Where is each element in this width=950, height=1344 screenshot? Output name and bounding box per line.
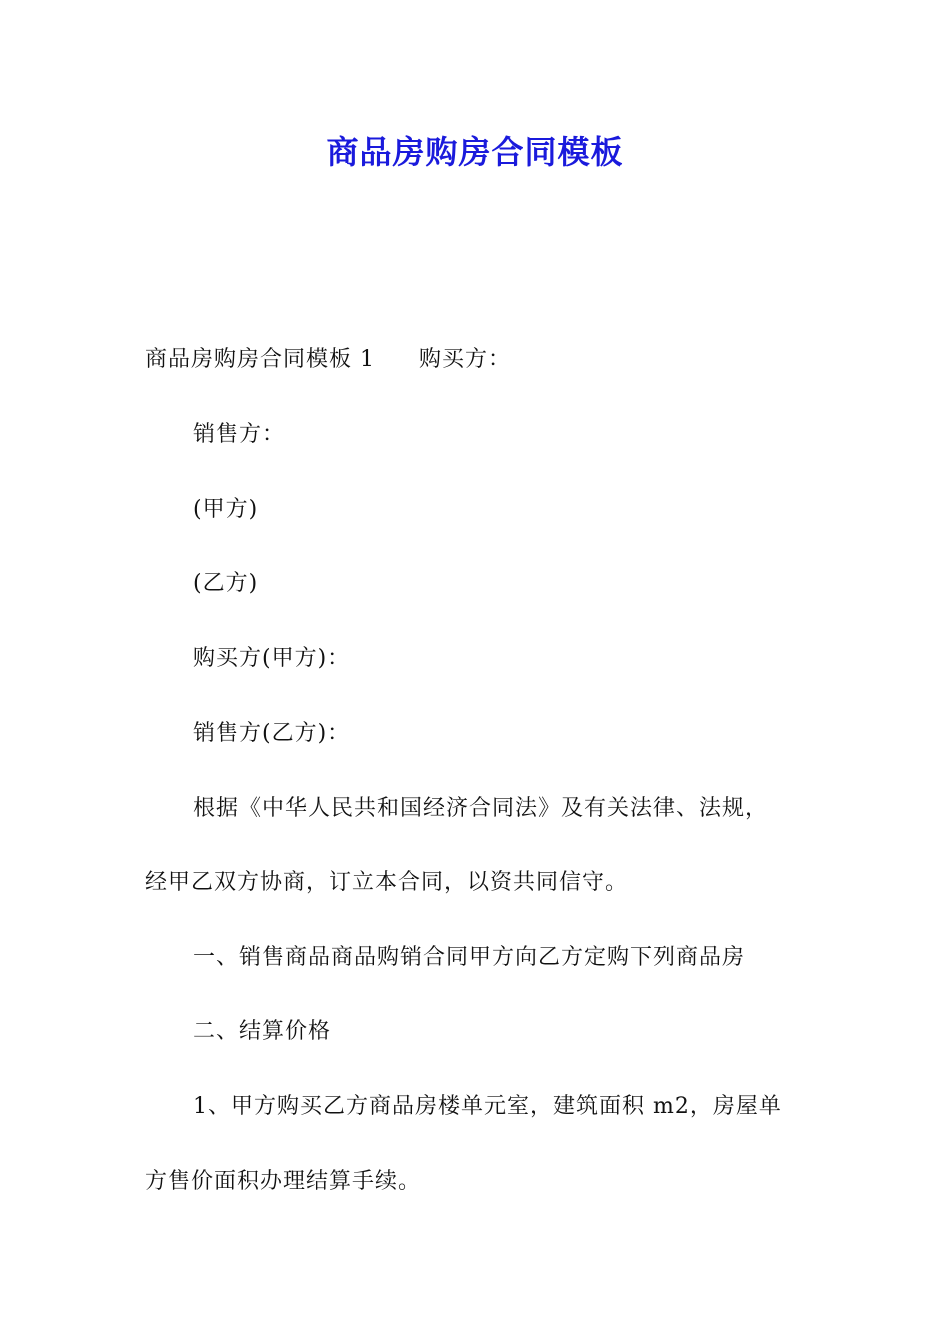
seller-party-b-label: 销售方(乙方)： [193,721,351,746]
party-a-label: (甲方) [193,497,259,522]
buyer-party-a-label: 购买方(甲方)： [193,646,351,671]
paragraph-basis-line-2: 经甲乙双方协商，订立本合同，以资共同信守。 [145,870,629,895]
section-two-heading: 二、结算价格 [193,1019,332,1044]
buyer-label: 购买方： [419,347,512,372]
paragraph-line-1 [145,345,511,375]
document-title: 商品房购房合同模板 [326,133,624,171]
paragraph-basis-line-1: 根据《中华人民共和国经济合同法》及有关法律、法规， [193,796,769,821]
clause-1-line-2: 方售价面积办理结算手续。 [145,1169,422,1194]
seller-label: 销售方： [193,422,286,447]
clause-1-line-1: 1、甲方购买乙方商品房楼单元室，建筑面积 m2，房屋单 [193,1094,782,1119]
template-label: 商品房购房合同模板 1 [145,347,375,372]
section-one-heading: 一、销售商品商品购销合同甲方向乙方定购下列商品房 [193,945,746,970]
party-b-label: (乙方) [193,571,259,596]
